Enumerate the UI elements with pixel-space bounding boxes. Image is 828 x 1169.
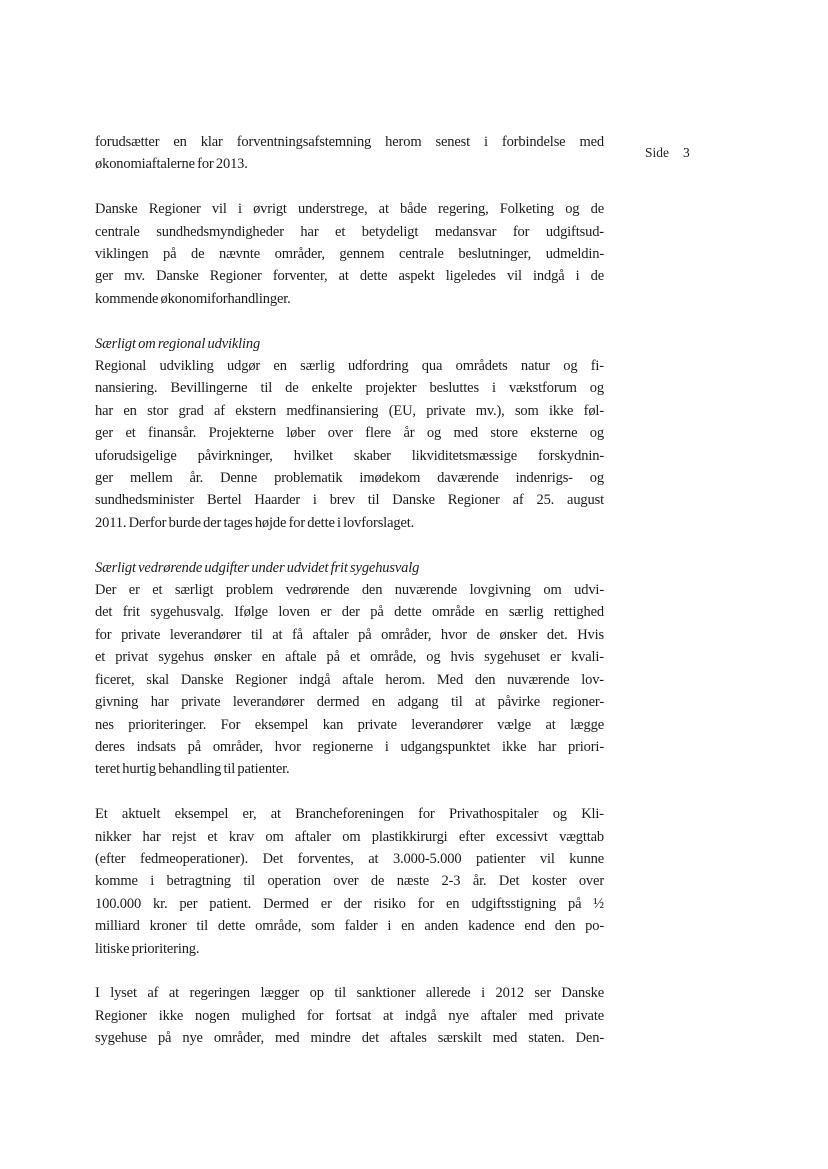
paragraph xyxy=(95,131,604,176)
paragraph xyxy=(95,198,604,310)
text-line: for private leverandører til at få aftaler på områder, hvor de ønsker det. Hvis xyxy=(95,626,604,643)
text-line: ger et finansår. Projekterne løber over flere år og med store eksterne og xyxy=(95,425,604,442)
text-line: sundhedsminister Bertel Haarder i brev til Danske Regioner af 25. august xyxy=(95,492,604,509)
paragraph xyxy=(95,803,604,960)
paragraph xyxy=(95,355,604,534)
text-line: teret hurtig behandling til patienter. xyxy=(95,761,290,778)
text-line: viklingen på de nævnte områder, gennem centrale beslutninger, udmeldin- xyxy=(95,246,604,263)
text-line: givning har private leverandører dermed en adgang til at påvirke regioner- xyxy=(95,694,604,711)
text-line: det frit sygehusvalg. Ifølge loven er der på dette område en særlig rettighed xyxy=(95,604,604,621)
text-line: ficeret, skal Danske Regioner indgå aftale herom. Med den nuværende lov- xyxy=(95,671,604,688)
page-number-label xyxy=(645,145,690,161)
text-line: nansiering. Bevillingerne til de enkelte projekter besluttes i vækstforum og xyxy=(95,380,604,397)
text-line: 2011. Derfor burde der tages højde for dette i lovforslaget. xyxy=(95,514,415,531)
text-line: litiske prioritering. xyxy=(95,940,200,957)
page-number: 3 xyxy=(683,145,690,160)
text-line: nikker har rejst et krav om aftaler om plastikkirurgi efter excessivt vægttab xyxy=(95,828,604,845)
text-line: Der er et særligt problem vedrørende den nuværende lovgivning om udvi- xyxy=(95,582,604,599)
paragraph xyxy=(95,579,604,781)
text-line: Særligt om regional udvikling xyxy=(95,335,261,352)
side-label: Side xyxy=(645,145,670,160)
text-line: ger mellem år. Denne problematik imødekom daværende indenrigs- og xyxy=(95,470,604,487)
text-line: 100.000 kr. per patient. Dermed er der risiko for en udgiftsstigning på ½ xyxy=(95,895,604,912)
text-line: I lyset af at regeringen lægger op til sanktioner allerede i 2012 ser Danske xyxy=(95,985,604,1002)
text-line: Regioner ikke nogen mulighed for fortsat at indgå nye aftaler med private xyxy=(95,1007,604,1024)
text-line: uforudsigelige påvirkninger, hvilket skaber likviditetsmæssige forskydnin- xyxy=(95,447,604,464)
text-line: kommende økonomiforhandlinger. xyxy=(95,290,291,307)
text-line: et privat sygehus ønsker en aftale på et område, og hvis sygehuset er kvali- xyxy=(95,649,604,666)
text-line: forudsætter en klar forventningsafstemning herom senest i forbindelse med xyxy=(95,134,604,150)
text-line: Særligt vedrørende udgifter under udvidet frit sygehusvalg xyxy=(95,559,420,576)
text-line: centrale sundhedsmyndigheder har et betydeligt medansvar for udgiftsud- xyxy=(95,223,604,240)
text-column xyxy=(95,131,604,1072)
text-line: nes prioriteringer. For eksempel kan private leverandører vælge at lægge xyxy=(95,716,604,733)
text-line: milliard kroner til dette område, som falder i en anden kadence end den po- xyxy=(95,918,604,935)
section-heading xyxy=(95,557,604,579)
text-line: deres indsats på områder, hvor regionerne i udgangspunktet ikke har priori- xyxy=(95,738,604,755)
text-line: har en stor grad af ekstern medfinansiering (EU, private mv.), som ikke føl- xyxy=(95,402,604,419)
text-line: komme i betragtning til operation over de næste 2-3 år. Det koster over xyxy=(95,873,604,890)
text-line: (efter fedmeoperationer). Det forventes, at 3.000-5.000 patienter vil kunne xyxy=(95,850,604,867)
text-line: ger mv. Danske Regioner forventer, at dette aspekt ligeledes vil indgå i de xyxy=(95,268,604,285)
text-line: Et aktuelt eksempel er, at Brancheforeningen for Privathospitaler og Kli- xyxy=(95,806,604,823)
paragraph xyxy=(95,982,604,1049)
text-line: Danske Regioner vil i øvrigt understrege, at både regering, Folketing og de xyxy=(95,201,604,218)
section-heading xyxy=(95,333,604,355)
text-line: Regional udvikling udgør en særlig udfordring qua områdets natur og fi- xyxy=(95,358,604,375)
text-line: sygehuse på nye områder, med mindre det aftales særskilt med staten. Den- xyxy=(95,1030,604,1047)
text-line: økonomiaftalerne for 2013. xyxy=(95,156,248,173)
